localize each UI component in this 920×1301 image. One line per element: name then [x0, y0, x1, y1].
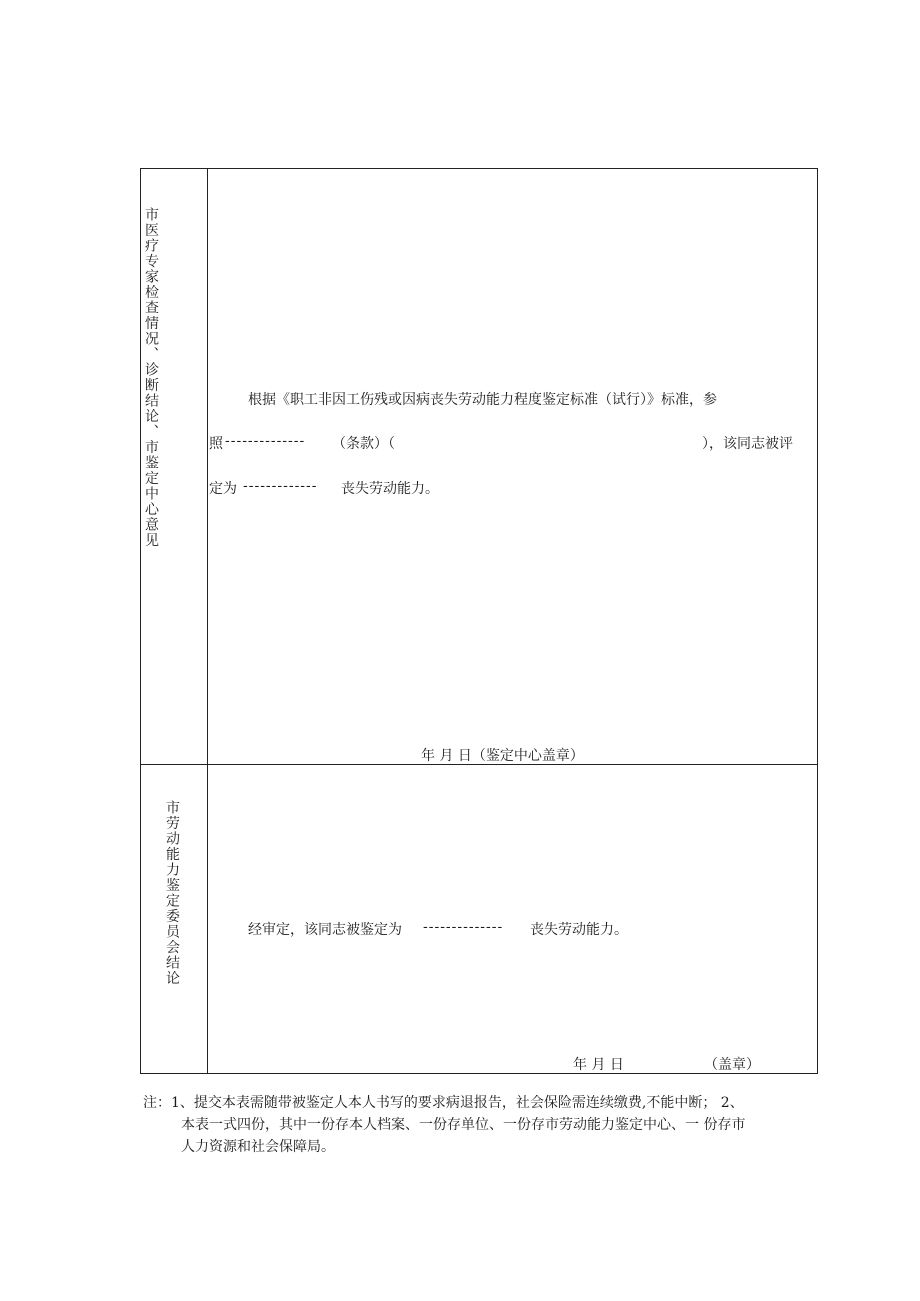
committee-conclusion-label-cell	[141, 764, 208, 1073]
expert-opinion-content	[207, 169, 817, 764]
expert-opinion-label: 市医疗专家检查情况、诊断结论、市鉴定中心意见	[143, 207, 159, 548]
assessment-line-suffix: 丧失劳动能力。	[341, 481, 439, 497]
clause-line-prefix: 照	[209, 436, 223, 452]
committee-conclusion-row	[141, 764, 817, 1073]
standard-reference-line: 根据《职工非因工伤残或因病丧失劳动能力程度鉴定标准（试行）》标准，参	[248, 392, 717, 408]
clause-line-suffix: ），该同志被评	[702, 436, 793, 452]
note-line-3: 人力资源和社会保障局。	[181, 1139, 335, 1155]
conclusion-prefix: 经审定，该同志被鉴定为	[248, 922, 402, 938]
appraisal-form-table	[140, 168, 818, 1074]
note-line-1: 注：1、提交本表需随带被鉴定人本人书写的要求病退报告，社会保险需连续缴费,不能中断； 2、	[143, 1095, 744, 1111]
clause-label: （条款）（	[332, 436, 395, 452]
expert-opinion-row	[141, 169, 817, 765]
assessment-blank: -------------	[243, 478, 318, 494]
committee-conclusion-content	[207, 764, 817, 1073]
center-date-seal: 年 月 日（鉴定中心盖章）	[421, 748, 584, 764]
committee-conclusion-label: 市劳动能力鉴定委员会结论	[164, 800, 180, 986]
expert-opinion-label-cell	[141, 169, 208, 764]
committee-date: 年 月 日	[573, 1057, 624, 1073]
note-line-2: 本表一式四份，其中一份存本人档案、一份存单位、一份存市劳动能力鉴定中心、一 份存市	[181, 1117, 746, 1133]
conclusion-suffix: 丧失劳动能力。	[530, 922, 628, 938]
committee-seal: （盖章）	[704, 1057, 760, 1073]
assessment-line-prefix: 定为	[209, 481, 237, 497]
clause-blank: --------------	[225, 433, 306, 449]
conclusion-blank: --------------	[423, 919, 504, 935]
